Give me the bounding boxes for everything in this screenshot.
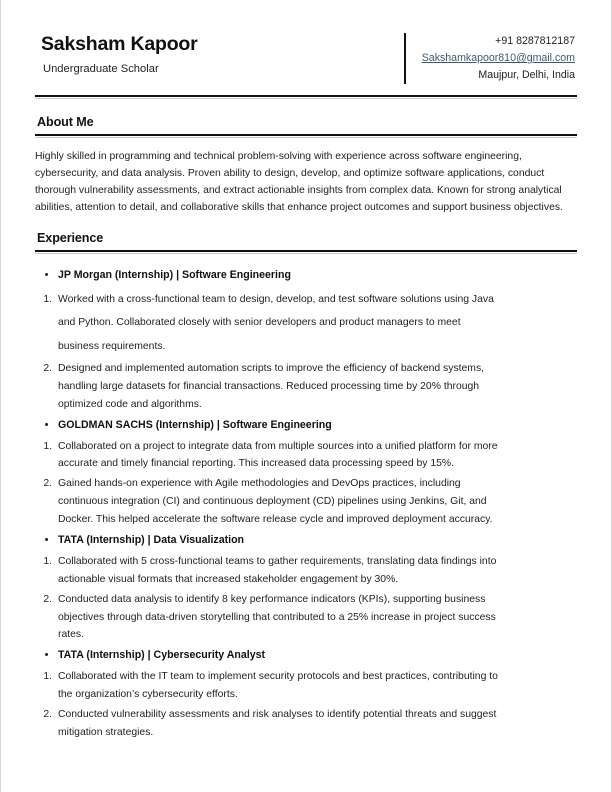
contact-phone[interactable]: +91 8287812187 xyxy=(495,35,575,47)
contact-location: Maujpur, Delhi, India xyxy=(478,69,575,82)
about-me-heading: About Me xyxy=(37,115,94,130)
duty-text: Collaborated on a project to integrate data from multiple sources into a unified platform for more accurate and timely financial reporting. This increased data processing speed by 15%. xyxy=(58,440,498,470)
duty-number: 1. xyxy=(43,555,52,567)
experience-entry xyxy=(35,647,577,741)
header-vertical-divider xyxy=(404,33,406,84)
experience-duty-item xyxy=(35,360,577,414)
duty-text: Conducted data analysis to identify 8 key performance indicators (KPIs), supporting business objectives through data-driven storytelling that contributed to a 25% increase in project success rates. xyxy=(58,593,496,641)
duty-number: 2. xyxy=(43,593,52,605)
experience-duty-item xyxy=(35,438,577,474)
experience-duty-item xyxy=(35,668,577,704)
duty-text: Worked with a cross-functional team to design, develop, and test software solutions using Java and Python. Collaborated closely with senior developers and product managers to meet business requirements. xyxy=(58,293,494,352)
experience-divider-faint xyxy=(35,253,577,254)
experience-entry-title-row xyxy=(35,532,577,549)
section-experience xyxy=(35,231,577,742)
duty-text: Designed and implemented automation scripts to improve the efficiency of backend systems, handling large datasets for financial transactions. Reduced processing time by 20% through optimized code and algorithms. xyxy=(58,362,485,410)
experience-duty-item xyxy=(35,706,577,742)
identity-block xyxy=(35,30,198,77)
about-me-divider xyxy=(35,134,577,136)
experience-entry-title: TATA (Internship) | Cybersecurity Analyst xyxy=(58,649,266,662)
duty-number: 1. xyxy=(43,293,52,305)
experience-duty-item xyxy=(35,288,577,358)
resume-content xyxy=(1,0,611,742)
experience-entry-title: JP Morgan (Internship) | Software Engineering xyxy=(58,268,291,281)
about-me-text: Highly skilled in programming and technical problem-solving with experience across software engineering, cybersecurity, and data analysis. Proven ability to design, develop, and optimize software applications, conduct thorough vulnerability assessments, and extract actionable insights from complex data. Known for strong analytical abilities, attention to detail, and collaborative skills that enhance project outcomes and support business objectives. xyxy=(35,151,563,213)
experience-entry-title-row xyxy=(35,417,577,434)
duty-text: Collaborated with 5 cross-functional teams to gather requirements, translating data findings into actionable visual formats that increased stakeholder engagement by 30%. xyxy=(58,555,497,585)
header-divider xyxy=(35,95,577,97)
experience-entry xyxy=(35,417,577,529)
experience-duty-item xyxy=(35,591,577,645)
bullet-icon: • xyxy=(44,418,49,431)
experience-entry xyxy=(35,532,577,644)
bullet-icon: • xyxy=(44,649,49,662)
bullet-icon: • xyxy=(44,533,49,546)
experience-entry xyxy=(35,267,577,414)
experience-list xyxy=(35,267,577,742)
header-divider-faint xyxy=(35,98,577,99)
experience-divider xyxy=(35,250,577,252)
experience-duty-item xyxy=(35,553,577,589)
experience-entry-title: TATA (Internship) | Data Visualization xyxy=(58,533,245,546)
duty-number: 2. xyxy=(43,708,52,720)
candidate-subtitle: Undergraduate Scholar xyxy=(43,63,159,76)
about-me-divider-faint xyxy=(35,137,577,138)
duty-number: 1. xyxy=(43,440,52,452)
duty-number: 2. xyxy=(43,478,52,490)
experience-duty-item xyxy=(35,475,577,529)
duty-text: Gained hands-on experience with Agile methodologies and DevOps practices, including continuous integration (CI) and continuous deployment (CD) pipelines using Jenkins, Git, and Docker. This helped accelerate the software release cycle and improved deployment accuracy. xyxy=(58,478,493,526)
experience-entry-title-row xyxy=(35,647,577,664)
section-about-me xyxy=(35,115,577,216)
experience-entry-title: GOLDMAN SACHS (Internship) | Software Engineering xyxy=(58,418,332,431)
bullet-icon: • xyxy=(44,268,49,281)
contact-details xyxy=(422,33,577,84)
duty-text: Collaborated with the IT team to implement security protocols and best practices, contributing to the organization’s cybersecurity efforts. xyxy=(58,671,498,701)
duty-text: Conducted vulnerability assessments and risk analyses to identify potential threats and suggest mitigation strategies. xyxy=(58,708,497,738)
candidate-name: Saksham Kapoor xyxy=(41,33,198,55)
duty-number: 2. xyxy=(43,362,52,374)
resume-header xyxy=(35,30,577,95)
contact-block xyxy=(404,30,577,84)
experience-entry-title-row xyxy=(35,267,577,284)
experience-heading: Experience xyxy=(37,230,104,245)
contact-email-link[interactable]: Sakshamkapoor810@gmail.com xyxy=(421,52,575,65)
duty-number: 1. xyxy=(43,671,52,683)
